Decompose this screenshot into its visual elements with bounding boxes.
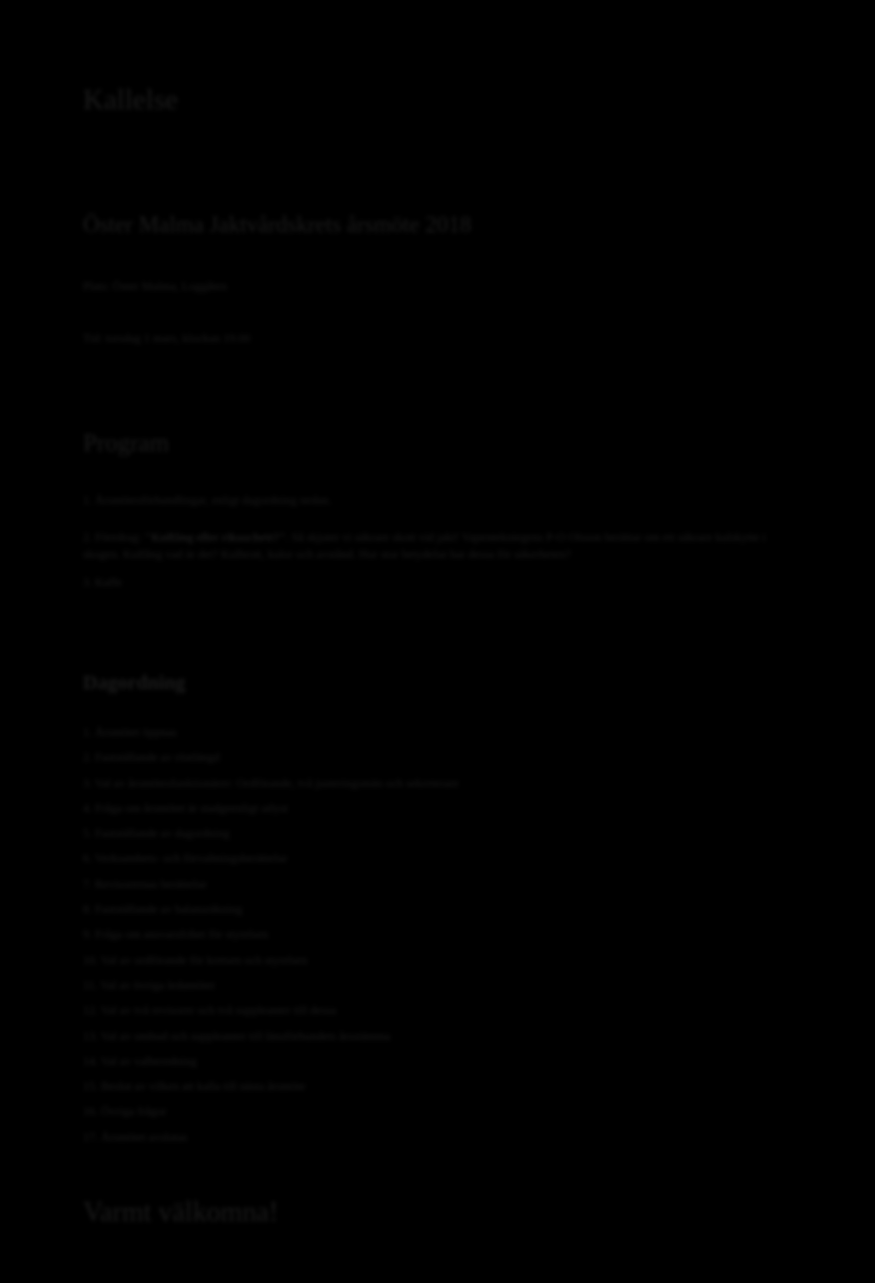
agenda-item: 9. Fråga om ansvarsfrihet för styrelsen — [83, 927, 269, 942]
agenda-item: 2. Fastställande av röstlängd — [83, 750, 220, 765]
closing-greeting: Varmt välkomna! — [83, 1197, 279, 1228]
program-list — [83, 492, 803, 591]
program-item-1: 1. Årsmötesförhandlingar, enligt dagordning nedan. — [83, 493, 332, 507]
agenda-item: 16. Övriga frågor — [83, 1104, 167, 1119]
meeting-title: Öster Malma Jaktvårdskrets årsmöte 2018 — [83, 212, 472, 237]
agenda-item: 3. Val av årsmötesfunktionärer: Ordförande, två justeringsmän och sekreterare — [83, 775, 459, 790]
agenda-item: 5. Fastställande av dagordning — [83, 826, 230, 841]
agenda-item: 14. Val av valberedning — [83, 1053, 197, 1068]
program-item-2-prefix: 2. Föredrag: — [83, 530, 145, 544]
agenda-item: 13. Val av ombud och suppleanter till länsförbundets årsstämma — [83, 1028, 391, 1043]
agenda-item: 8. Fastställande av balansräkning — [83, 902, 243, 917]
program-item-2-lecture-title: "Kulfång eller rikoschett?" — [144, 530, 286, 544]
program-heading: Program — [83, 430, 170, 457]
meeting-time: Tid: torsdag 1 mars, klockan 19.00 — [83, 331, 251, 345]
agenda-item: 7. Revisorernas berättelse — [83, 876, 207, 891]
agenda-item: 12. Val av två revisorer och två suppleanter till dessa — [83, 1003, 337, 1018]
agenda-item: 15. Beslut av vilken att kalla till nästa årsmöte — [83, 1079, 306, 1094]
program-item-2-description: . Så skjuter vi säkrare skott vid jakt! Vapentekniegens P-O Olsson berättar om ett säkrare kulskytte i skogen. Kulfång vad är det? Kulbrott, kulor och avstånd. Hur stor betydelse har dessa för säkerheten? — [83, 530, 766, 561]
agenda-item: 4. Fråga om årsmötet är stadgeenligt utlyst — [83, 800, 288, 815]
agenda-item: 17. Årsmötet avslutas — [83, 1129, 188, 1144]
program-item-2 — [83, 529, 803, 563]
meeting-place: Plats: Öster Malma, Loggåten — [83, 279, 227, 293]
agenda-list — [83, 720, 459, 1150]
agenda-item: 11. Val av övriga ledamöter — [83, 977, 216, 992]
agenda-heading: Dagordning — [83, 672, 186, 694]
agenda-item: 6. Verksamhets- och förvaltningsberättelse — [83, 851, 288, 866]
program-item-3: 3. Kaffe — [83, 575, 123, 589]
document-title: Kallelse — [83, 84, 179, 116]
agenda-item: 1. Årsmötet öppnas — [83, 725, 177, 739]
agenda-item: 10. Val av ordförande för kretsen och styrelsen — [83, 952, 308, 967]
